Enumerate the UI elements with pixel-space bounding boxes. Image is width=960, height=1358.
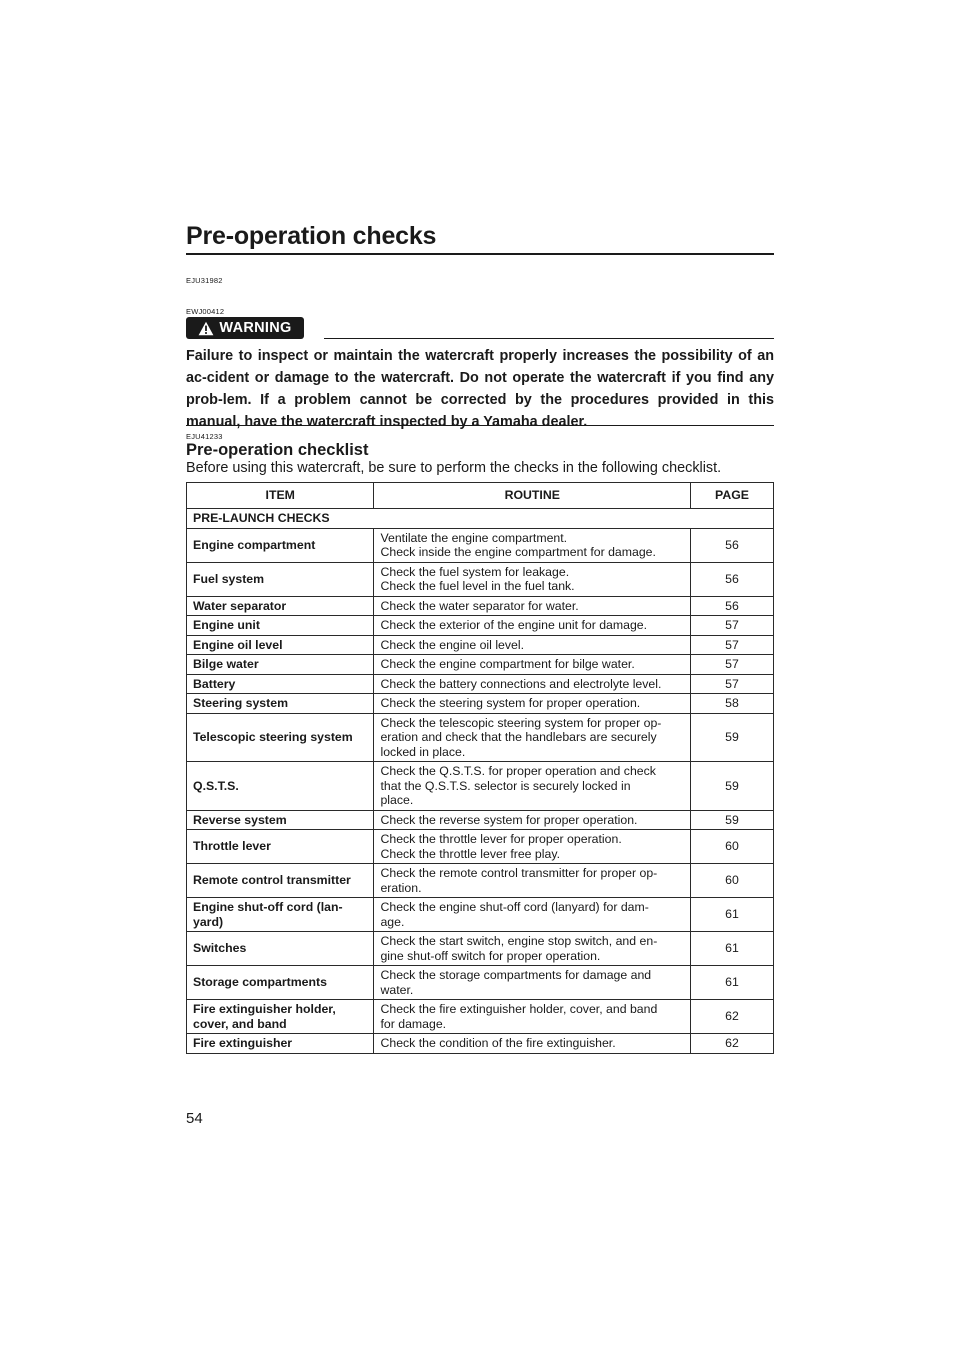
routine-line: Check the condition of the fire extinguisher. xyxy=(380,1036,616,1050)
row-routine xyxy=(374,932,691,966)
table-row xyxy=(187,810,774,830)
row-item: Throttle lever xyxy=(187,830,374,864)
page-title: Pre-operation checks xyxy=(186,222,437,250)
row-item: Telescopic steering system xyxy=(187,713,374,762)
table-row xyxy=(187,713,774,762)
routine-line: Check the engine compartment for bilge water. xyxy=(380,657,635,671)
row-item: Storage compartments xyxy=(187,966,374,1000)
table-row xyxy=(187,762,774,811)
row-page: 56 xyxy=(691,596,774,616)
warning-triangle-icon xyxy=(198,321,214,336)
row-page: 60 xyxy=(691,864,774,898)
row-page: 57 xyxy=(691,616,774,636)
table-row xyxy=(187,596,774,616)
row-page: 62 xyxy=(691,1000,774,1034)
row-routine xyxy=(374,528,691,562)
routine-line: Check the throttle lever for proper operation. xyxy=(380,832,622,846)
title-rule xyxy=(186,253,774,255)
row-item: Fire extinguisher holder, cover, and band xyxy=(187,1000,374,1034)
row-page: 59 xyxy=(691,713,774,762)
row-item: Bilge water xyxy=(187,655,374,675)
header-routine: ROUTINE xyxy=(374,483,691,509)
row-item: Switches xyxy=(187,932,374,966)
routine-line: eration. xyxy=(380,880,422,895)
row-page: 56 xyxy=(691,528,774,562)
row-item: Remote control transmitter xyxy=(187,864,374,898)
row-routine xyxy=(374,1000,691,1034)
routine-line: Check the remote control transmitter for proper op- xyxy=(380,866,658,880)
row-page: 57 xyxy=(691,674,774,694)
routine-line: Ventilate the engine compartment. xyxy=(380,530,568,545)
warning-code: EWJ00412 xyxy=(186,307,225,316)
routine-line: Check the exterior of the engine unit for damage. xyxy=(380,618,648,632)
routine-line: age. xyxy=(380,914,405,929)
row-page: 62 xyxy=(691,1034,774,1054)
routine-line: Check the water separator for water. xyxy=(380,598,579,613)
section-code: EJU41233 xyxy=(186,432,223,441)
table-row xyxy=(187,1000,774,1034)
routine-line: locked in place. xyxy=(380,744,466,759)
routine-line: that the Q.S.T.S. selector is securely locked in xyxy=(380,778,631,793)
row-routine xyxy=(374,1034,691,1054)
row-routine xyxy=(374,655,691,675)
table-row xyxy=(187,864,774,898)
row-routine xyxy=(374,898,691,932)
row-item: Engine oil level xyxy=(187,635,374,655)
row-item: Reverse system xyxy=(187,810,374,830)
table-row xyxy=(187,528,774,562)
warning-text: Failure to inspect or maintain the watercraft properly increases the possibility of an ac-cident or damage to the watercraft. Do not operate the watercraft if you find any prob-lem. If a problem cannot be corrected by the procedures provided in this manual, have the watercraft inspected by a Yamaha dealer. xyxy=(186,348,774,430)
page-number: 54 xyxy=(186,1110,203,1127)
row-page: 57 xyxy=(691,635,774,655)
row-item: Engine unit xyxy=(187,616,374,636)
table-row xyxy=(187,932,774,966)
row-page: 61 xyxy=(691,966,774,1000)
row-routine xyxy=(374,762,691,811)
row-item: Engine shut-off cord (lan- yard) xyxy=(187,898,374,932)
warning-badge xyxy=(186,317,304,339)
routine-line: Check the fuel system for leakage. xyxy=(380,564,570,579)
table-row xyxy=(187,562,774,596)
table-row xyxy=(187,674,774,694)
row-routine xyxy=(374,694,691,714)
header-page: PAGE xyxy=(691,483,774,509)
routine-line: Check the fuel level in the fuel tank. xyxy=(380,579,575,593)
row-routine xyxy=(374,830,691,864)
routine-line: for damage. xyxy=(380,1016,447,1031)
row-routine xyxy=(374,966,691,1000)
routine-line: Check the storage compartments for damage and xyxy=(380,968,652,982)
routine-line: place. xyxy=(380,793,414,807)
table-row xyxy=(187,655,774,675)
row-routine xyxy=(374,713,691,762)
row-item: Engine compartment xyxy=(187,528,374,562)
routine-line: Check the throttle lever free play. xyxy=(380,846,560,861)
header-code: EJU31982 xyxy=(186,276,223,285)
routine-line: Check the engine oil level. xyxy=(380,637,525,652)
row-page: 61 xyxy=(691,898,774,932)
row-page: 59 xyxy=(691,810,774,830)
routine-line: Check the steering system for proper operation. xyxy=(380,696,641,710)
table-row xyxy=(187,1034,774,1054)
warning-rule-top xyxy=(324,338,774,339)
routine-line: Check inside the engine compartment for damage. xyxy=(380,545,656,559)
row-item: Battery xyxy=(187,674,374,694)
row-page: 60 xyxy=(691,830,774,864)
row-routine xyxy=(374,864,691,898)
row-item: Q.S.T.S. xyxy=(187,762,374,811)
group-label: PRE-LAUNCH CHECKS xyxy=(187,509,774,529)
routine-line: Check the telescopic steering system for proper op- xyxy=(380,715,662,730)
row-page: 57 xyxy=(691,655,774,675)
row-routine xyxy=(374,596,691,616)
routine-line: Check the start switch, engine stop switch, and en- xyxy=(380,934,658,948)
section-intro: Before using this watercraft, be sure to perform the checks in the following checklist. xyxy=(186,460,722,476)
warning-rule-bottom xyxy=(186,425,774,426)
row-routine xyxy=(374,616,691,636)
row-routine xyxy=(374,810,691,830)
routine-line: Check the fire extinguisher holder, cover, and band xyxy=(380,1002,658,1016)
row-page: 56 xyxy=(691,562,774,596)
row-page: 61 xyxy=(691,932,774,966)
routine-line: eration and check that the handlebars are securely xyxy=(380,730,657,744)
table-row xyxy=(187,966,774,1000)
row-page: 59 xyxy=(691,762,774,811)
table-row xyxy=(187,830,774,864)
routine-line: Check the engine shut-off cord (lanyard) for dam- xyxy=(380,900,649,914)
routine-line: Check the battery connections and electrolyte level. xyxy=(380,676,662,691)
row-routine xyxy=(374,562,691,596)
section-title: Pre-operation checklist xyxy=(186,441,369,459)
row-page: 58 xyxy=(691,694,774,714)
row-item: Steering system xyxy=(187,694,374,714)
warning-label: WARNING xyxy=(219,320,292,336)
row-routine xyxy=(374,674,691,694)
table-row xyxy=(187,898,774,932)
table-row xyxy=(187,694,774,714)
checklist-table xyxy=(186,482,774,1054)
row-item: Fuel system xyxy=(187,562,374,596)
row-item: Water separator xyxy=(187,596,374,616)
routine-line: Check the Q.S.T.S. for proper operation and check xyxy=(380,764,656,778)
row-routine xyxy=(374,635,691,655)
routine-line: gine shut-off switch for proper operation. xyxy=(380,948,601,963)
routine-line: Check the reverse system for proper operation. xyxy=(380,812,638,827)
header-item: ITEM xyxy=(187,483,374,509)
table-row xyxy=(187,616,774,636)
table-header-row xyxy=(187,483,774,509)
group-row xyxy=(187,509,774,529)
routine-line: water. xyxy=(380,982,414,997)
table-row xyxy=(187,635,774,655)
row-item: Fire extinguisher xyxy=(187,1034,374,1054)
